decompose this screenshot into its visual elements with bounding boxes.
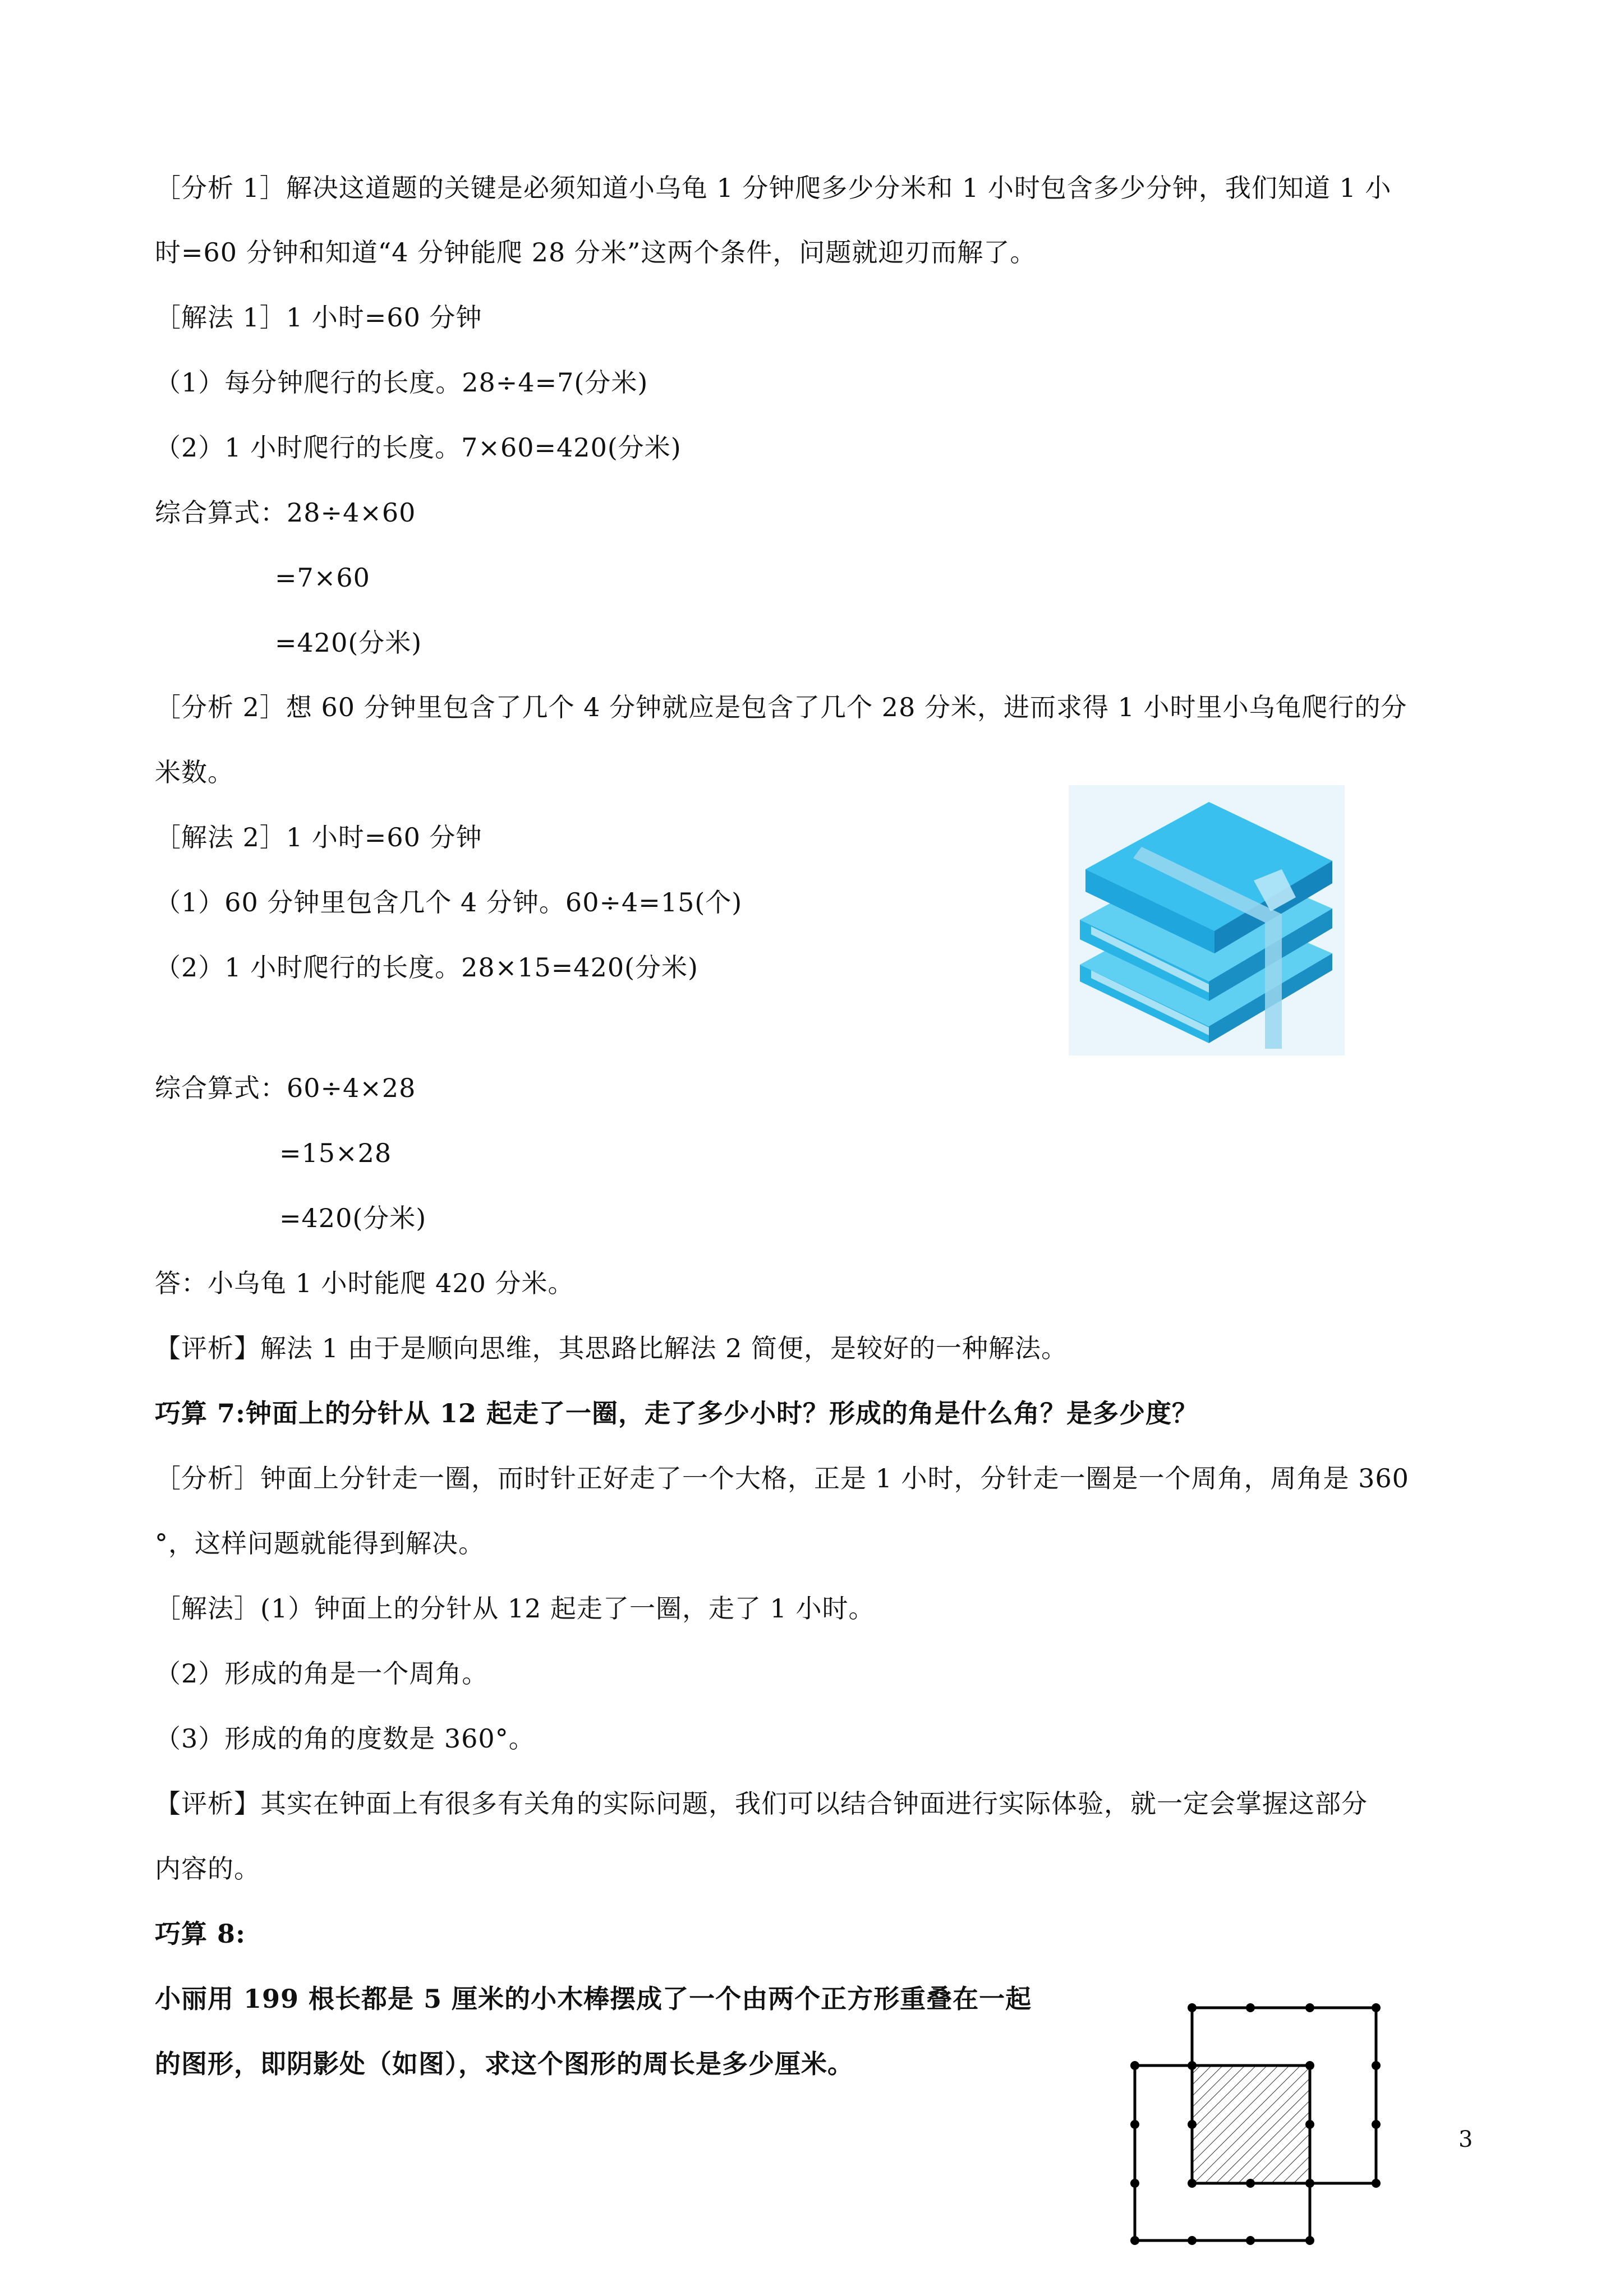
text-line: （2）形成的角是一个周角。 bbox=[155, 1658, 489, 1689]
text-line: ［分析］钟面上分针走一圈，而时针正好走了一个大格，正是 1 小时，分针走一圈是一个周角，周角是 360 bbox=[155, 1463, 1409, 1493]
text-line: °，这样问题就能得到解决。 bbox=[155, 1528, 485, 1559]
text-line: （3）形成的角的度数是 360°。 bbox=[155, 1723, 535, 1754]
text-line: =420(分米) bbox=[275, 628, 422, 658]
page-number: 3 bbox=[1459, 2127, 1473, 2152]
text-line: =420(分米) bbox=[279, 1203, 427, 1233]
text-line: =7×60 bbox=[275, 563, 370, 593]
overlapping-squares-figure bbox=[1125, 1997, 1388, 2260]
text-line: 【评析】其实在钟面上有很多有关角的实际问题，我们可以结合钟面进行实际体验，就一定会掌握这部分 bbox=[155, 1788, 1368, 1819]
text-line: （1）每分钟爬行的长度。28÷4=7(分米) bbox=[155, 367, 648, 398]
question-text: 的图形，即阴影处（如图），求这个图形的周长是多少厘米。 bbox=[155, 2049, 854, 2079]
text-line: 【评析】解法 1 由于是顺向思维，其思路比解法 2 简便，是较好的一种解法。 bbox=[155, 1333, 1068, 1363]
text-line: ［分析 2］想 60 分钟里包含了几个 4 分钟就应是包含了几个 28 分米，进而求得 1 小时里小乌龟爬行的分 bbox=[155, 692, 1407, 722]
text-line: ［解法］(1）钟面上的分针从 12 起走了一圈，走了 1 小时。 bbox=[155, 1593, 875, 1624]
text-line: （1）60 分钟里包含几个 4 分钟。60÷4=15(个) bbox=[155, 887, 743, 918]
text-line: 内容的。 bbox=[155, 1854, 260, 1884]
text-line: （2）1 小时爬行的长度。7×60=420(分米) bbox=[155, 432, 682, 463]
text-line: =15×28 bbox=[279, 1138, 392, 1168]
question-heading: 巧算 7:钟面上的分针从 12 起走了一圈，走了多少小时？形成的角是什么角？是多少度？ bbox=[155, 1398, 1199, 1428]
text-line: 时=60 分钟和知道“4 分钟能爬 28 分米”这两个条件，问题就迎刃而解了。 bbox=[155, 237, 1037, 268]
text-line: ［解法 1］1 小时=60 分钟 bbox=[155, 302, 482, 333]
text-line: ［解法 2］1 小时=60 分钟 bbox=[155, 822, 482, 852]
text-line: 综合算式：28÷4×60 bbox=[155, 497, 416, 528]
text-line: （2）1 小时爬行的长度。28×15=420(分米) bbox=[155, 952, 698, 983]
text-line: 综合算式：60÷4×28 bbox=[155, 1073, 416, 1103]
text-line: ［分析 1］解决这道题的关键是必须知道小乌龟 1 分钟爬多少分米和 1 小时包含多少分钟，我们知道 1 小 bbox=[155, 173, 1392, 203]
text-line: 答：小乌龟 1 小时能爬 420 分米。 bbox=[155, 1268, 574, 1298]
question-text: 小丽用 199 根长都是 5 厘米的小木棒摆成了一个由两个正方形重叠在一起 bbox=[155, 1984, 1032, 2014]
question-heading: 巧算 8: bbox=[155, 1919, 246, 1949]
books-logo-image bbox=[1069, 785, 1345, 1055]
text-line: 米数。 bbox=[155, 757, 234, 787]
